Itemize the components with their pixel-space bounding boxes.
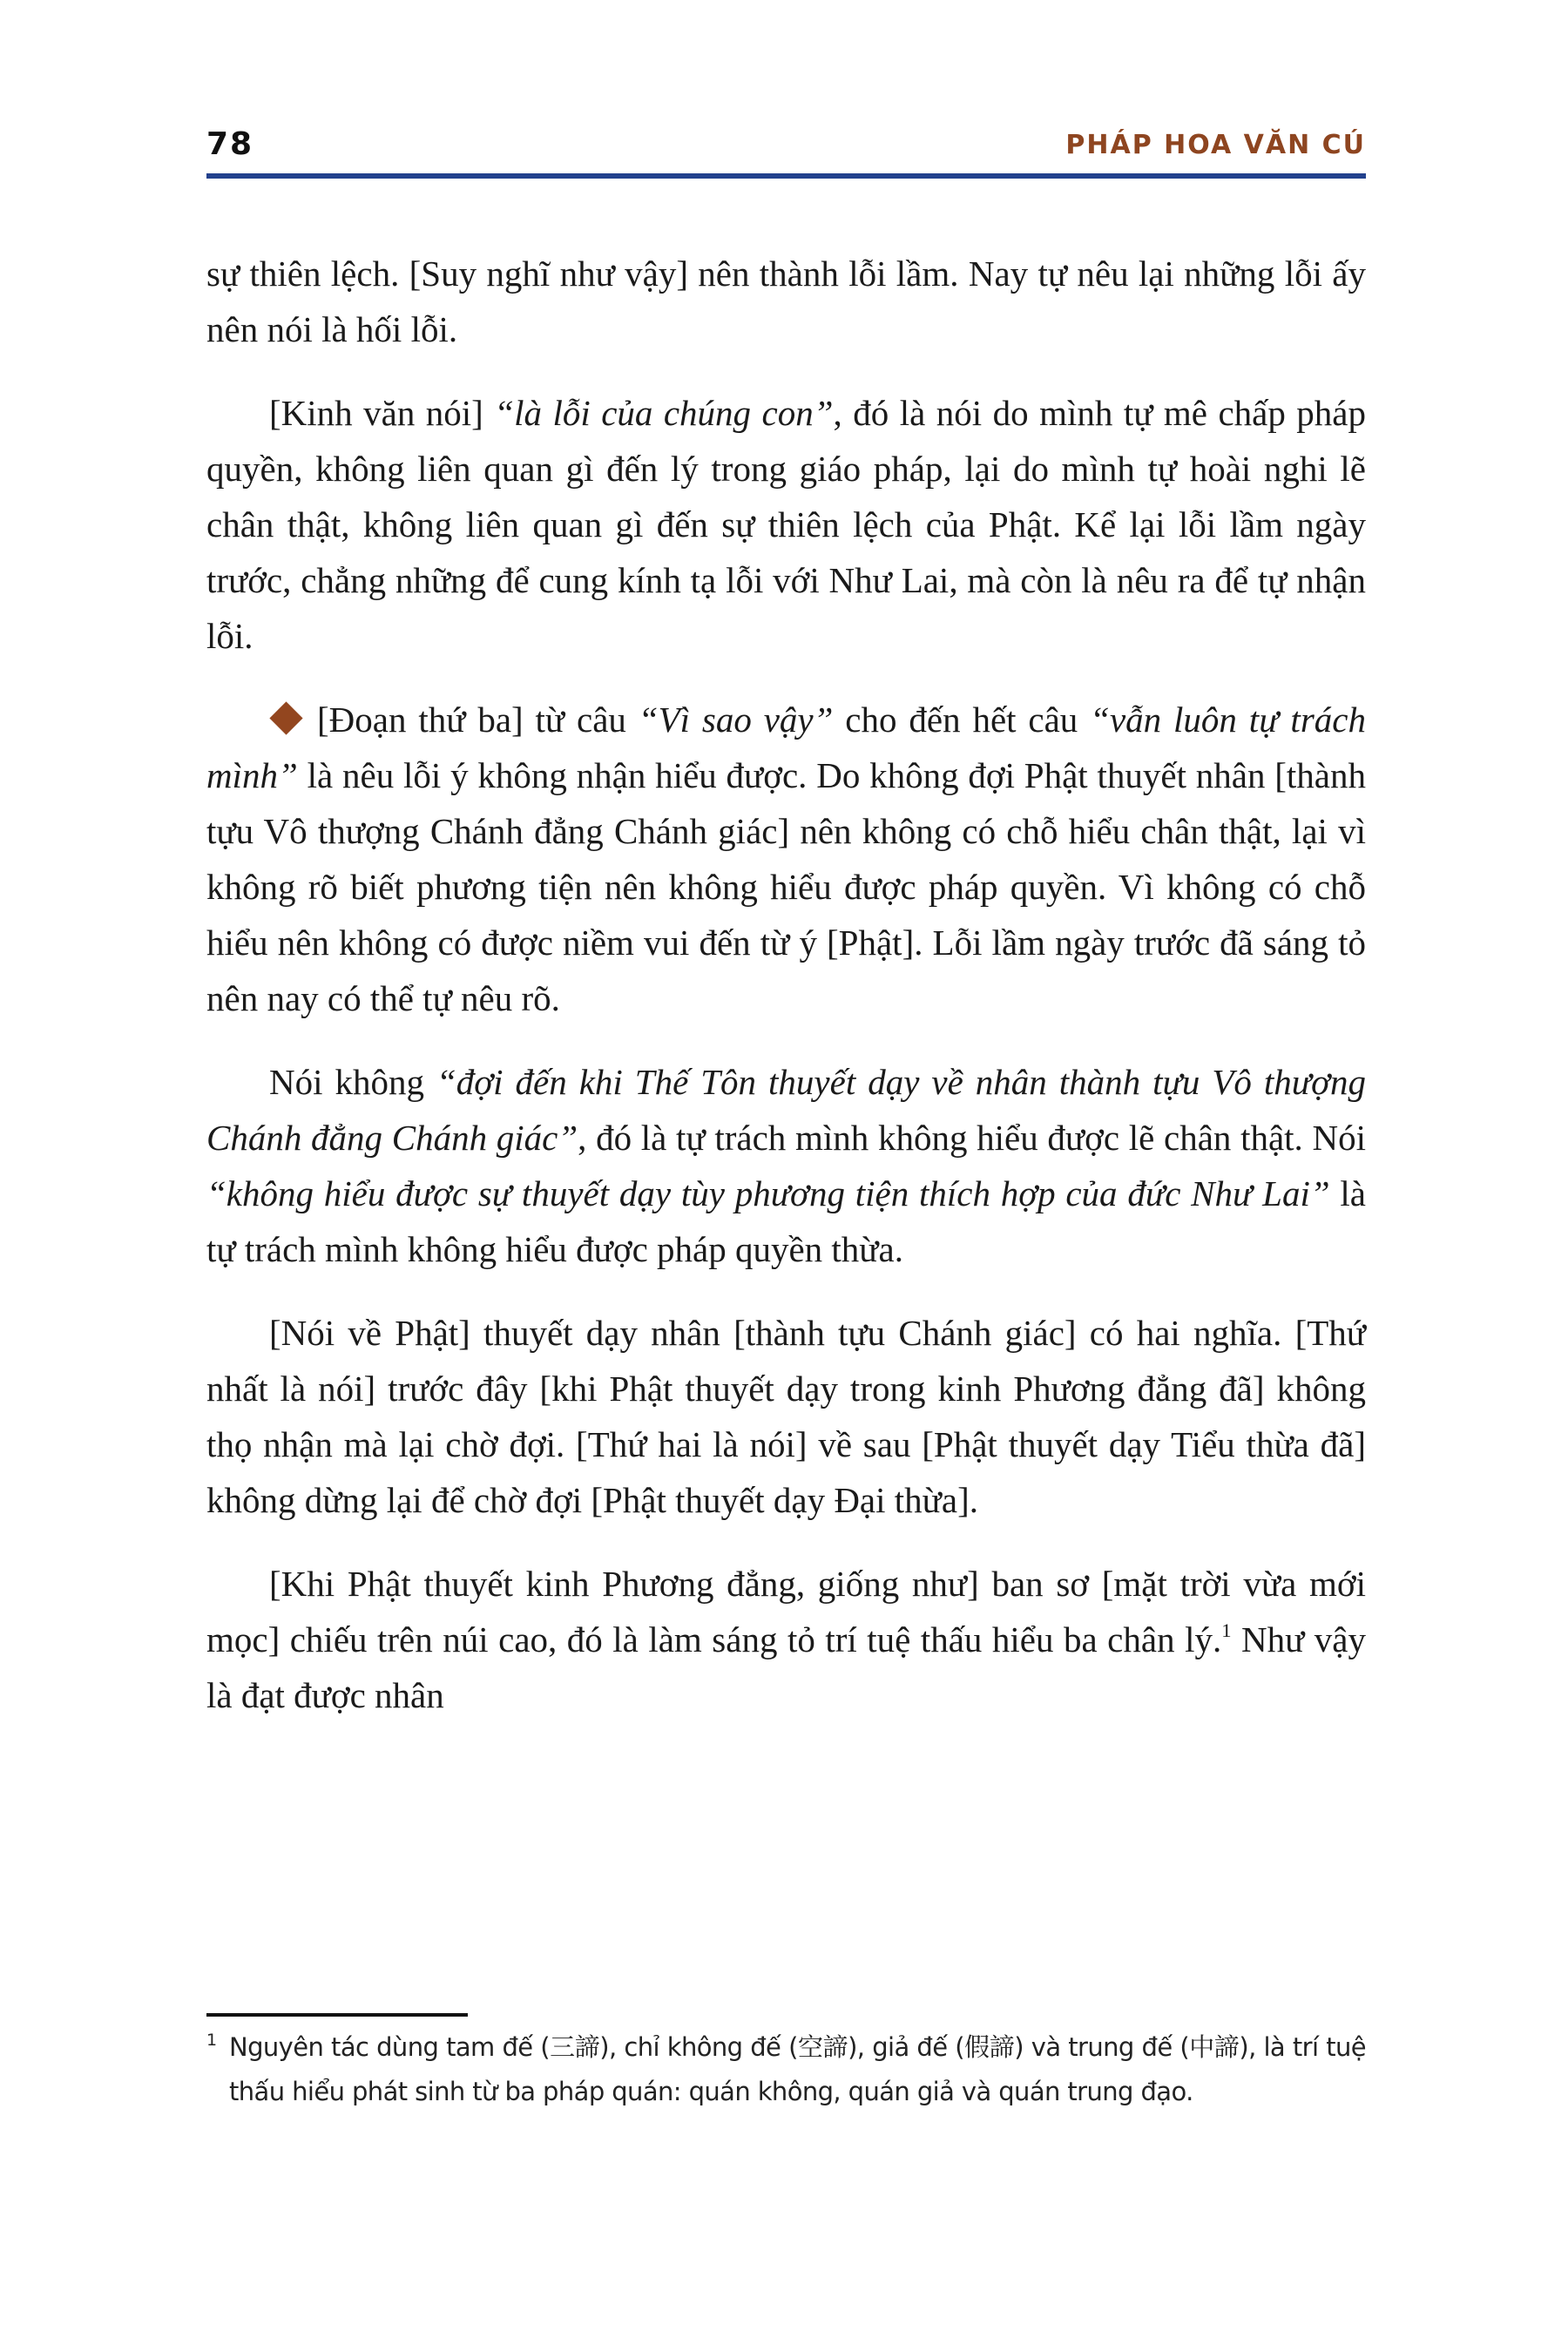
footnote-reference: 1 bbox=[1221, 1619, 1232, 1642]
paragraph bbox=[206, 1556, 1366, 1723]
quoted-sutra-text: “vẫn luôn tự trách mình” bbox=[206, 700, 1366, 795]
paragraph-text: , đó là nói do mình tự mê chấp pháp quyền, không liên quan gì đến lý trong giáo pháp, lại do mình tự hoài nghi lẽ chân thật, không liên quan gì đến sự thiên lệch của Phật. Kể lại lỗi lầm ngày trước, chẳng những để cung kính tạ lỗi với Như Lai, mà còn là nêu ra để tự nhận lỗi. bbox=[206, 393, 1367, 656]
page-number: 78 bbox=[206, 126, 254, 162]
body-text bbox=[206, 246, 1366, 1751]
paragraph bbox=[206, 1054, 1366, 1277]
paragraph-text: Nói không bbox=[269, 1062, 436, 1102]
paragraph bbox=[206, 1305, 1366, 1528]
paragraph-text: là tự trách mình không hiểu được pháp quyền thừa. bbox=[206, 1173, 1366, 1269]
footnote-rule bbox=[206, 2013, 468, 2017]
paragraph-text: [Đoạn thứ ba] từ câu bbox=[317, 700, 639, 740]
paragraph-text: [Khi Phật thuyết kinh Phương đẳng, giống như] ban sơ [mặt trời vừa mới mọc] chiếu trên núi cao, đó là làm sáng tỏ trí tuệ thấu hiểu ba chân lý. bbox=[206, 1564, 1366, 1659]
quoted-sutra-text: “Vì sao vậy” bbox=[638, 700, 834, 740]
footnote-text: Nguyên tác dùng tam đế (三諦), chỉ không đế (空諦), giả đế (假諦) và trung đế (中諦), là trí tuệ thấu hiểu phát sinh từ ba pháp quán: quán không, quán giả và quán trung đạo. bbox=[229, 2032, 1366, 2106]
paragraph bbox=[206, 385, 1366, 664]
paragraph-text: sự thiên lệch. [Suy nghĩ như vậy] nên thành lỗi lầm. Nay tự nêu lại những lỗi ấy nên nói là hối lỗi. bbox=[206, 253, 1366, 349]
paragraph-text: [Nói về Phật] thuyết dạy nhân [thành tựu Chánh giác] có hai nghĩa. [Thứ nhất là nói] trước đây [khi Phật thuyết dạy trong kinh Phương đẳng đã] không thọ nhận mà lại chờ đợi. [Thứ hai là nói] về sau [Phật thuyết dạy Tiểu thừa đã] không dừng lại để chờ đợi [Phật thuyết dạy Đại thừa]. bbox=[206, 1313, 1366, 1520]
paragraph-text: là nêu lỗi ý không nhận hiểu được. Do không đợi Phật thuyết nhân [thành tựu Vô thượng Chánh đẳng Chánh giác] nên không có chỗ hiểu chân thật, lại vì không rõ biết phương tiện nên không hiểu được pháp quyền. Vì không có chỗ hiểu nên không có được niềm vui đến từ ý [Phật]. Lỗi lầm ngày trước đã sáng tỏ nên nay có thể tự nêu rõ. bbox=[206, 755, 1366, 1018]
footnote: 1 Nguyên tác dùng tam đế (三諦), chỉ không đế (空諦), giả đế (假諦) và trung đế (中諦), là trí tuệ thấu hiểu phát sinh từ ba pháp quán: quán không, quán giả và quán trung đạo. bbox=[206, 2031, 1366, 2106]
paragraph-text: cho đến hết câu bbox=[833, 700, 1091, 740]
paragraph-text: , đó là tự trách mình không hiểu được lẽ chân thật. Nói bbox=[578, 1118, 1366, 1158]
quoted-sutra-text: “không hiểu được sự thuyết dạy tùy phương tiện thích hợp của đức Như Lai” bbox=[206, 1173, 1330, 1213]
running-title: PHÁP HOA VĂN CÚ bbox=[1065, 130, 1366, 160]
quoted-sutra-text: “là lỗi của chúng con” bbox=[494, 393, 834, 433]
quoted-sutra-text: “đợi đến khi Thế Tôn thuyết dạy về nhân thành tựu Vô thượng Chánh đẳng Chánh giác” bbox=[206, 1062, 1366, 1158]
paragraph-text: Như vậy là đạt được nhân bbox=[206, 1619, 1367, 1715]
header-rule bbox=[206, 173, 1366, 179]
paragraph-text: [Kinh văn nói] bbox=[269, 393, 495, 433]
paragraph bbox=[206, 692, 1366, 1026]
paragraph bbox=[206, 246, 1366, 357]
diamond-bullet-icon bbox=[269, 701, 302, 734]
page-header bbox=[206, 127, 1366, 162]
